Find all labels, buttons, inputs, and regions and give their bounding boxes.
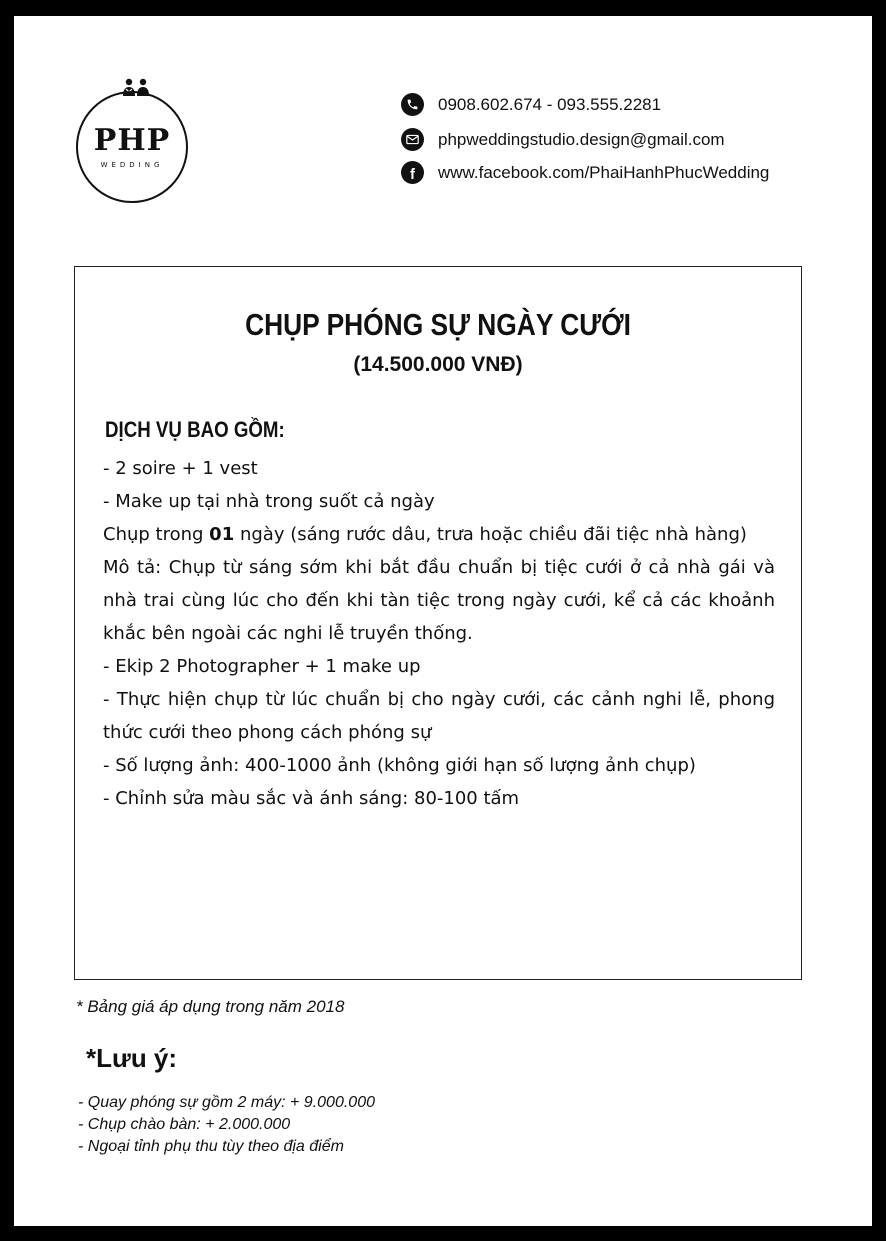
facebook-link[interactable]: www.facebook.com/PhaiHanhPhucWedding [438, 162, 770, 182]
contact-phone [401, 93, 661, 116]
php-wedding-logo [76, 91, 188, 203]
service-description: Mô tả: Chụp từ sáng sớm khi bắt đầu chuẩn bị tiệc cưới ở cả nhà gái và nhà trai cùng lúc cho đến khi tàn tiệc trong ngày cưới, kể cả các khoảnh khắc bên ngoài các nghi lễ truyền thống. [103, 557, 775, 644]
notes-heading: *Lưu ý: [86, 1043, 178, 1073]
phone-icon [401, 93, 424, 116]
service-item: - 2 soire + 1 vest [103, 458, 258, 479]
service-item [103, 518, 775, 551]
services-heading: DỊCH VỤ BAO GỒM: [105, 417, 285, 442]
price-year-note: * Bảng giá áp dụng trong năm 2018 [76, 997, 345, 1016]
price-sheet-page [14, 16, 872, 1226]
logo-main-text: PHP [93, 123, 171, 158]
package-title: CHỤP PHÓNG SỰ NGÀY CƯỚI [245, 307, 631, 342]
service-text: ngày (sáng rước dâu, trưa hoặc chiều đãi tiệc nhà hàng) [234, 524, 747, 545]
service-item: - Ekip 2 Photographer + 1 make up [103, 656, 421, 677]
phone-numbers: 0908.602.674 - 093.555.2281 [438, 94, 662, 114]
logo-sub-text: WEDDING [100, 161, 164, 169]
note-item: - Chụp chào bàn: + 2.000.000 [78, 1116, 291, 1133]
services-list [103, 452, 775, 815]
email-icon [401, 128, 424, 151]
service-item: - Thực hiện chụp từ lúc chuẩn bị cho ngày cưới, các cảnh nghi lễ, phong thức cưới theo phong cách phóng sự [103, 689, 775, 743]
note-item: - Quay phóng sự gồm 2 máy: + 9.000.000 [78, 1094, 375, 1111]
note-item: - Ngoại tỉnh phụ thu tùy theo địa điểm [78, 1138, 344, 1155]
facebook-icon: f [401, 161, 424, 184]
package-box [74, 266, 802, 980]
service-item: - Chỉnh sửa màu sắc và ánh sáng: 80-100 tấm [103, 788, 520, 809]
notes-list [78, 1092, 375, 1158]
contact-facebook [401, 161, 769, 184]
contact-email [401, 128, 725, 151]
service-days: 01 [209, 524, 235, 545]
service-text: Chụp trong [103, 524, 210, 545]
service-item: - Make up tại nhà trong suốt cả ngày [103, 491, 435, 512]
package-price: (14.500.000 VNĐ) [353, 353, 523, 376]
email-address[interactable]: phpweddingstudio.design@gmail.com [438, 129, 725, 149]
service-item: - Số lượng ảnh: 400-1000 ảnh (không giới hạn số lượng ảnh chụp) [103, 755, 696, 776]
